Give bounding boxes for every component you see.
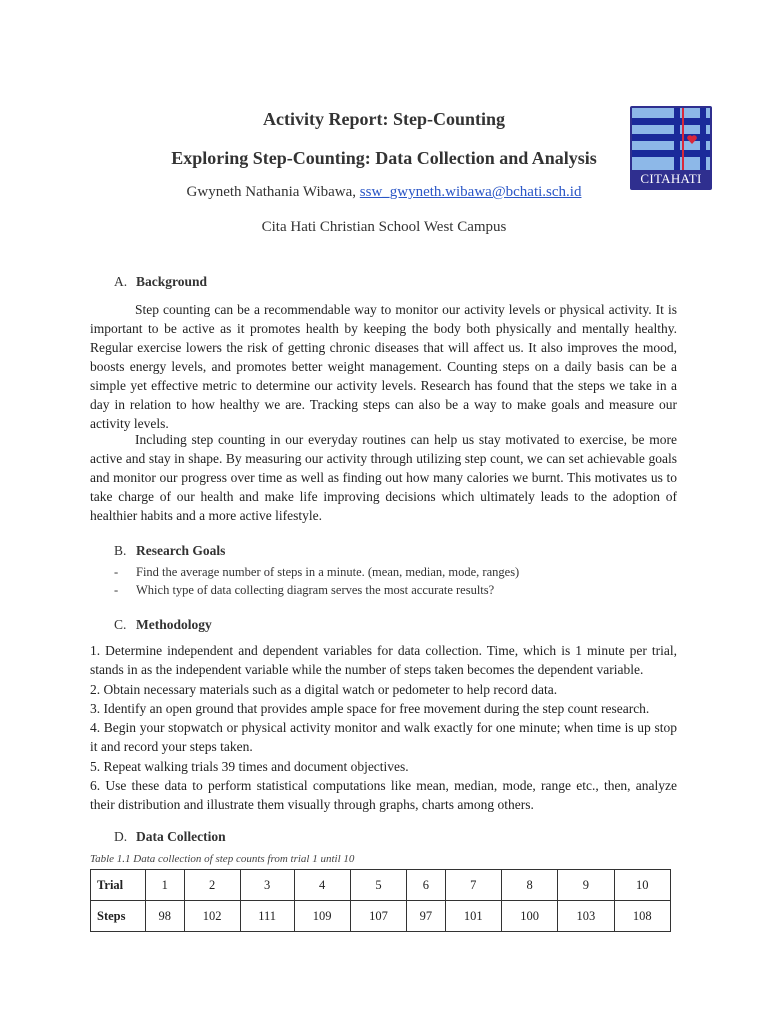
table-cell: 5 bbox=[350, 870, 406, 901]
table-cell: 98 bbox=[146, 901, 185, 932]
table-cell: 10 bbox=[614, 870, 670, 901]
table-cell: 108 bbox=[614, 901, 670, 932]
method-step: 2. Obtain necessary materials such as a digital watch or pedometer to help record data. bbox=[90, 681, 558, 697]
table-cell: 8 bbox=[501, 870, 557, 901]
section-letter: C. bbox=[114, 617, 127, 632]
step-count-table bbox=[90, 869, 671, 932]
table-caption: Table 1.1 Data collection of step counts from trial 1 until 10 bbox=[90, 853, 355, 865]
methodology-steps bbox=[90, 641, 677, 815]
background-paragraph-2 bbox=[90, 430, 677, 525]
section-heading-background bbox=[114, 274, 207, 290]
section-heading-research-goals bbox=[114, 543, 225, 559]
table-cell: 7 bbox=[445, 870, 501, 901]
method-step: 1. Determine independent and dependent variables for data collection. Time, which is 1 minute per trial, stands in as the independent variable while the number of steps taken becomes the dependent variable. bbox=[90, 643, 677, 678]
research-goals-list bbox=[114, 563, 519, 599]
method-step: 3. Identify an open ground that provides ample space for free movement during the step count research. bbox=[90, 700, 650, 716]
section-title: Data Collection bbox=[136, 829, 226, 844]
row-header: Steps bbox=[91, 901, 146, 932]
table-cell: 101 bbox=[445, 901, 501, 932]
logo-caption: CITAHATI bbox=[640, 171, 702, 186]
heart-icon bbox=[687, 135, 697, 144]
row-header: Trial bbox=[91, 870, 146, 901]
section-title: Background bbox=[136, 274, 208, 289]
report-title: Activity Report: Step-Counting bbox=[263, 109, 505, 129]
table-cell: 2 bbox=[184, 870, 240, 901]
author-email-link[interactable]: ssw_gwyneth.wibawa@bchati.sch.id bbox=[359, 184, 582, 200]
section-heading-data-collection bbox=[114, 829, 226, 845]
list-item-text: Find the average number of steps in a minute. (mean, median, mode, ranges) bbox=[136, 565, 520, 579]
table-cell: 97 bbox=[407, 901, 446, 932]
section-title: Methodology bbox=[136, 617, 212, 632]
author-name: Gwyneth Nathania Wibawa, bbox=[186, 184, 357, 200]
list-dash: - bbox=[114, 565, 119, 579]
method-step: 4. Begin your stopwatch or physical activity monitor and walk exactly for one minute; when time is up stop it and record your steps taken. bbox=[90, 720, 677, 755]
citahati-logo bbox=[630, 106, 712, 190]
table-cell: 1 bbox=[146, 870, 185, 901]
table-row-trial bbox=[91, 870, 671, 901]
table-row-steps bbox=[91, 901, 671, 932]
paragraph-text: Including step counting in our everyday routines can help us stay motivated to exercise, be more active and stay in shape. By measuring our activity through utilizing step count, we can set achievable goals and monitor our progress over time as well as finding out how many calories we burnt. This motivates us to take charge of our health and make life improving decisions which ultimately leads to the adoption of healthier habits and a more active lifestyle. bbox=[90, 432, 677, 523]
list-item bbox=[114, 581, 519, 599]
table-cell: 103 bbox=[558, 901, 614, 932]
section-letter: D. bbox=[114, 829, 128, 844]
method-step: 5. Repeat walking trials 39 times and document objectives. bbox=[90, 758, 409, 774]
section-letter: A. bbox=[114, 274, 128, 289]
list-item bbox=[114, 563, 519, 581]
school-name: Cita Hati Christian School West Campus bbox=[261, 219, 507, 235]
table-cell: 109 bbox=[294, 901, 350, 932]
table-cell: 107 bbox=[350, 901, 406, 932]
table-cell: 9 bbox=[558, 870, 614, 901]
table-cell: 111 bbox=[240, 901, 294, 932]
table-cell: 6 bbox=[407, 870, 446, 901]
section-title: Research Goals bbox=[136, 543, 226, 558]
section-letter: B. bbox=[114, 543, 127, 558]
table-cell: 100 bbox=[501, 901, 557, 932]
report-subtitle: Exploring Step-Counting: Data Collection and Analysis bbox=[171, 148, 597, 168]
list-dash: - bbox=[114, 583, 119, 597]
author-line bbox=[90, 184, 678, 201]
section-heading-methodology bbox=[114, 617, 212, 633]
background-paragraph-1 bbox=[90, 300, 677, 433]
table-cell: 102 bbox=[184, 901, 240, 932]
method-step: 6. Use these data to perform statistical computations like mean, median, mode, range etc., then, analyze their distribution and illustrate them visually through graphs, charts among others. bbox=[90, 778, 677, 813]
list-item-text: Which type of data collecting diagram serves the most accurate results? bbox=[136, 583, 495, 597]
paragraph-text: Step counting can be a recommendable way to monitor our activity levels or physical activity. It is important to be active as it promotes health by keeping the body both physically and mentally healthy. Regular exercise lowers the risk of getting chronic diseases that will affect us. It also improves the mood, boosts energy levels, and promotes better weight management. Counting steps on a daily basis can be a simple yet effective metric to determine our activity levels. Research has found that the steps we take in a day in relation to how healthy we are. Tracking steps can also be a way to make goals and measure our activity levels. bbox=[90, 302, 677, 431]
table-cell: 3 bbox=[240, 870, 294, 901]
table-cell: 4 bbox=[294, 870, 350, 901]
